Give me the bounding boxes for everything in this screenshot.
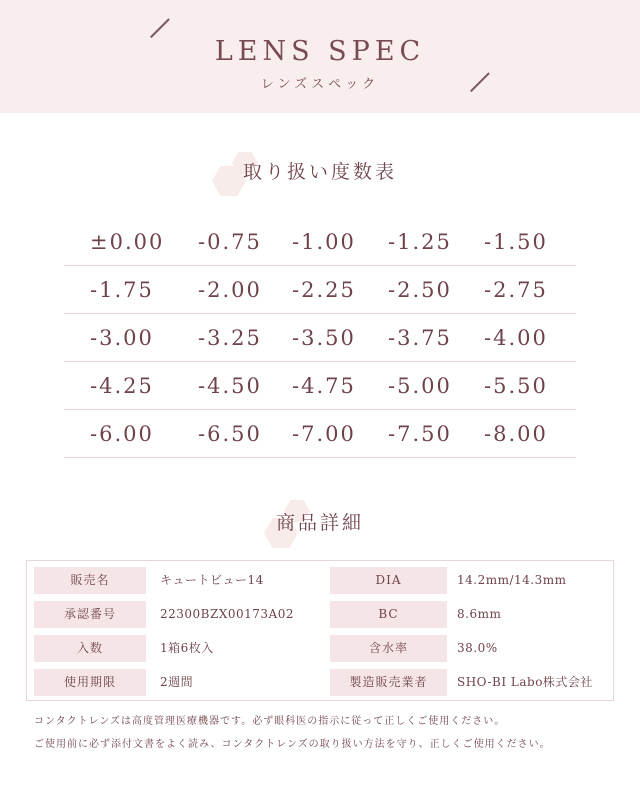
spec-row (27, 599, 615, 630)
power-value: -5.50 (484, 373, 548, 398)
power-value: -8.00 (484, 421, 548, 446)
power-table (64, 218, 576, 458)
power-row (64, 410, 576, 458)
power-value: -4.75 (292, 373, 356, 398)
header-banner (0, 0, 640, 113)
spec-value: キュートビュー14 (160, 573, 264, 587)
spec-value: 8.6mm (457, 607, 502, 621)
power-row (64, 218, 576, 266)
power-value: ±0.00 (90, 229, 165, 254)
power-value: -3.50 (292, 325, 356, 350)
product-details-table (26, 560, 614, 701)
power-value: -4.25 (90, 373, 154, 398)
spec-label: BC (330, 601, 447, 628)
notice-text: ご使用前に必ず添付文書をよく読み、コンタクトレンズの取り扱い方法を守り、正しくご使用ください。 (34, 739, 551, 750)
power-value: -1.00 (292, 229, 356, 254)
power-value: -2.00 (198, 277, 262, 302)
power-value: -7.50 (388, 421, 452, 446)
power-row (64, 266, 576, 314)
power-value: -4.50 (198, 373, 262, 398)
spec-label: 入数 (34, 635, 146, 662)
power-value: -2.50 (388, 277, 452, 302)
power-value: -3.75 (388, 325, 452, 350)
spec-value: 38.0% (457, 641, 498, 655)
spec-label: 使用期限 (34, 669, 146, 696)
spec-row (27, 565, 615, 596)
power-value: -0.75 (198, 229, 262, 254)
spec-value: 2週間 (160, 675, 194, 689)
page-title: LENS SPEC (214, 36, 426, 67)
power-value: -6.50 (198, 421, 262, 446)
spec-value: 22300BZX00173A02 (160, 607, 294, 621)
page-subtitle: レンズスペック (260, 77, 380, 92)
decorative-slash (150, 18, 169, 37)
power-value: -6.00 (90, 421, 154, 446)
spec-label: 含水率 (330, 635, 447, 662)
spec-label: 製造販売業者 (330, 669, 447, 696)
power-value: -3.25 (198, 325, 262, 350)
power-section-title: 取り扱い度数表 (242, 161, 397, 183)
power-value: -1.25 (388, 229, 452, 254)
notice-text: コンタクトレンズは高度管理医療機器です。必ず眼科医の指示に従って正しくご使用ください。 (34, 716, 506, 727)
spec-label: DIA (330, 567, 447, 594)
power-value: -1.75 (90, 277, 154, 302)
power-value: -7.00 (292, 421, 356, 446)
power-row (64, 314, 576, 362)
details-section-title: 商品詳細 (275, 512, 364, 534)
spec-row (27, 667, 615, 698)
spec-label: 販売名 (34, 567, 146, 594)
power-value: -4.00 (484, 325, 548, 350)
spec-label: 承認番号 (34, 601, 146, 628)
power-row (64, 362, 576, 410)
power-value: -2.25 (292, 277, 356, 302)
power-value: -2.75 (484, 277, 548, 302)
spec-value: SHO-BI Labo株式会社 (457, 675, 593, 689)
power-value: -3.00 (90, 325, 154, 350)
power-value: -1.50 (484, 229, 548, 254)
spec-row (27, 633, 615, 664)
spec-value: 1箱6枚入 (160, 641, 214, 655)
spec-value: 14.2mm/14.3mm (457, 573, 567, 587)
power-value: -5.00 (388, 373, 452, 398)
